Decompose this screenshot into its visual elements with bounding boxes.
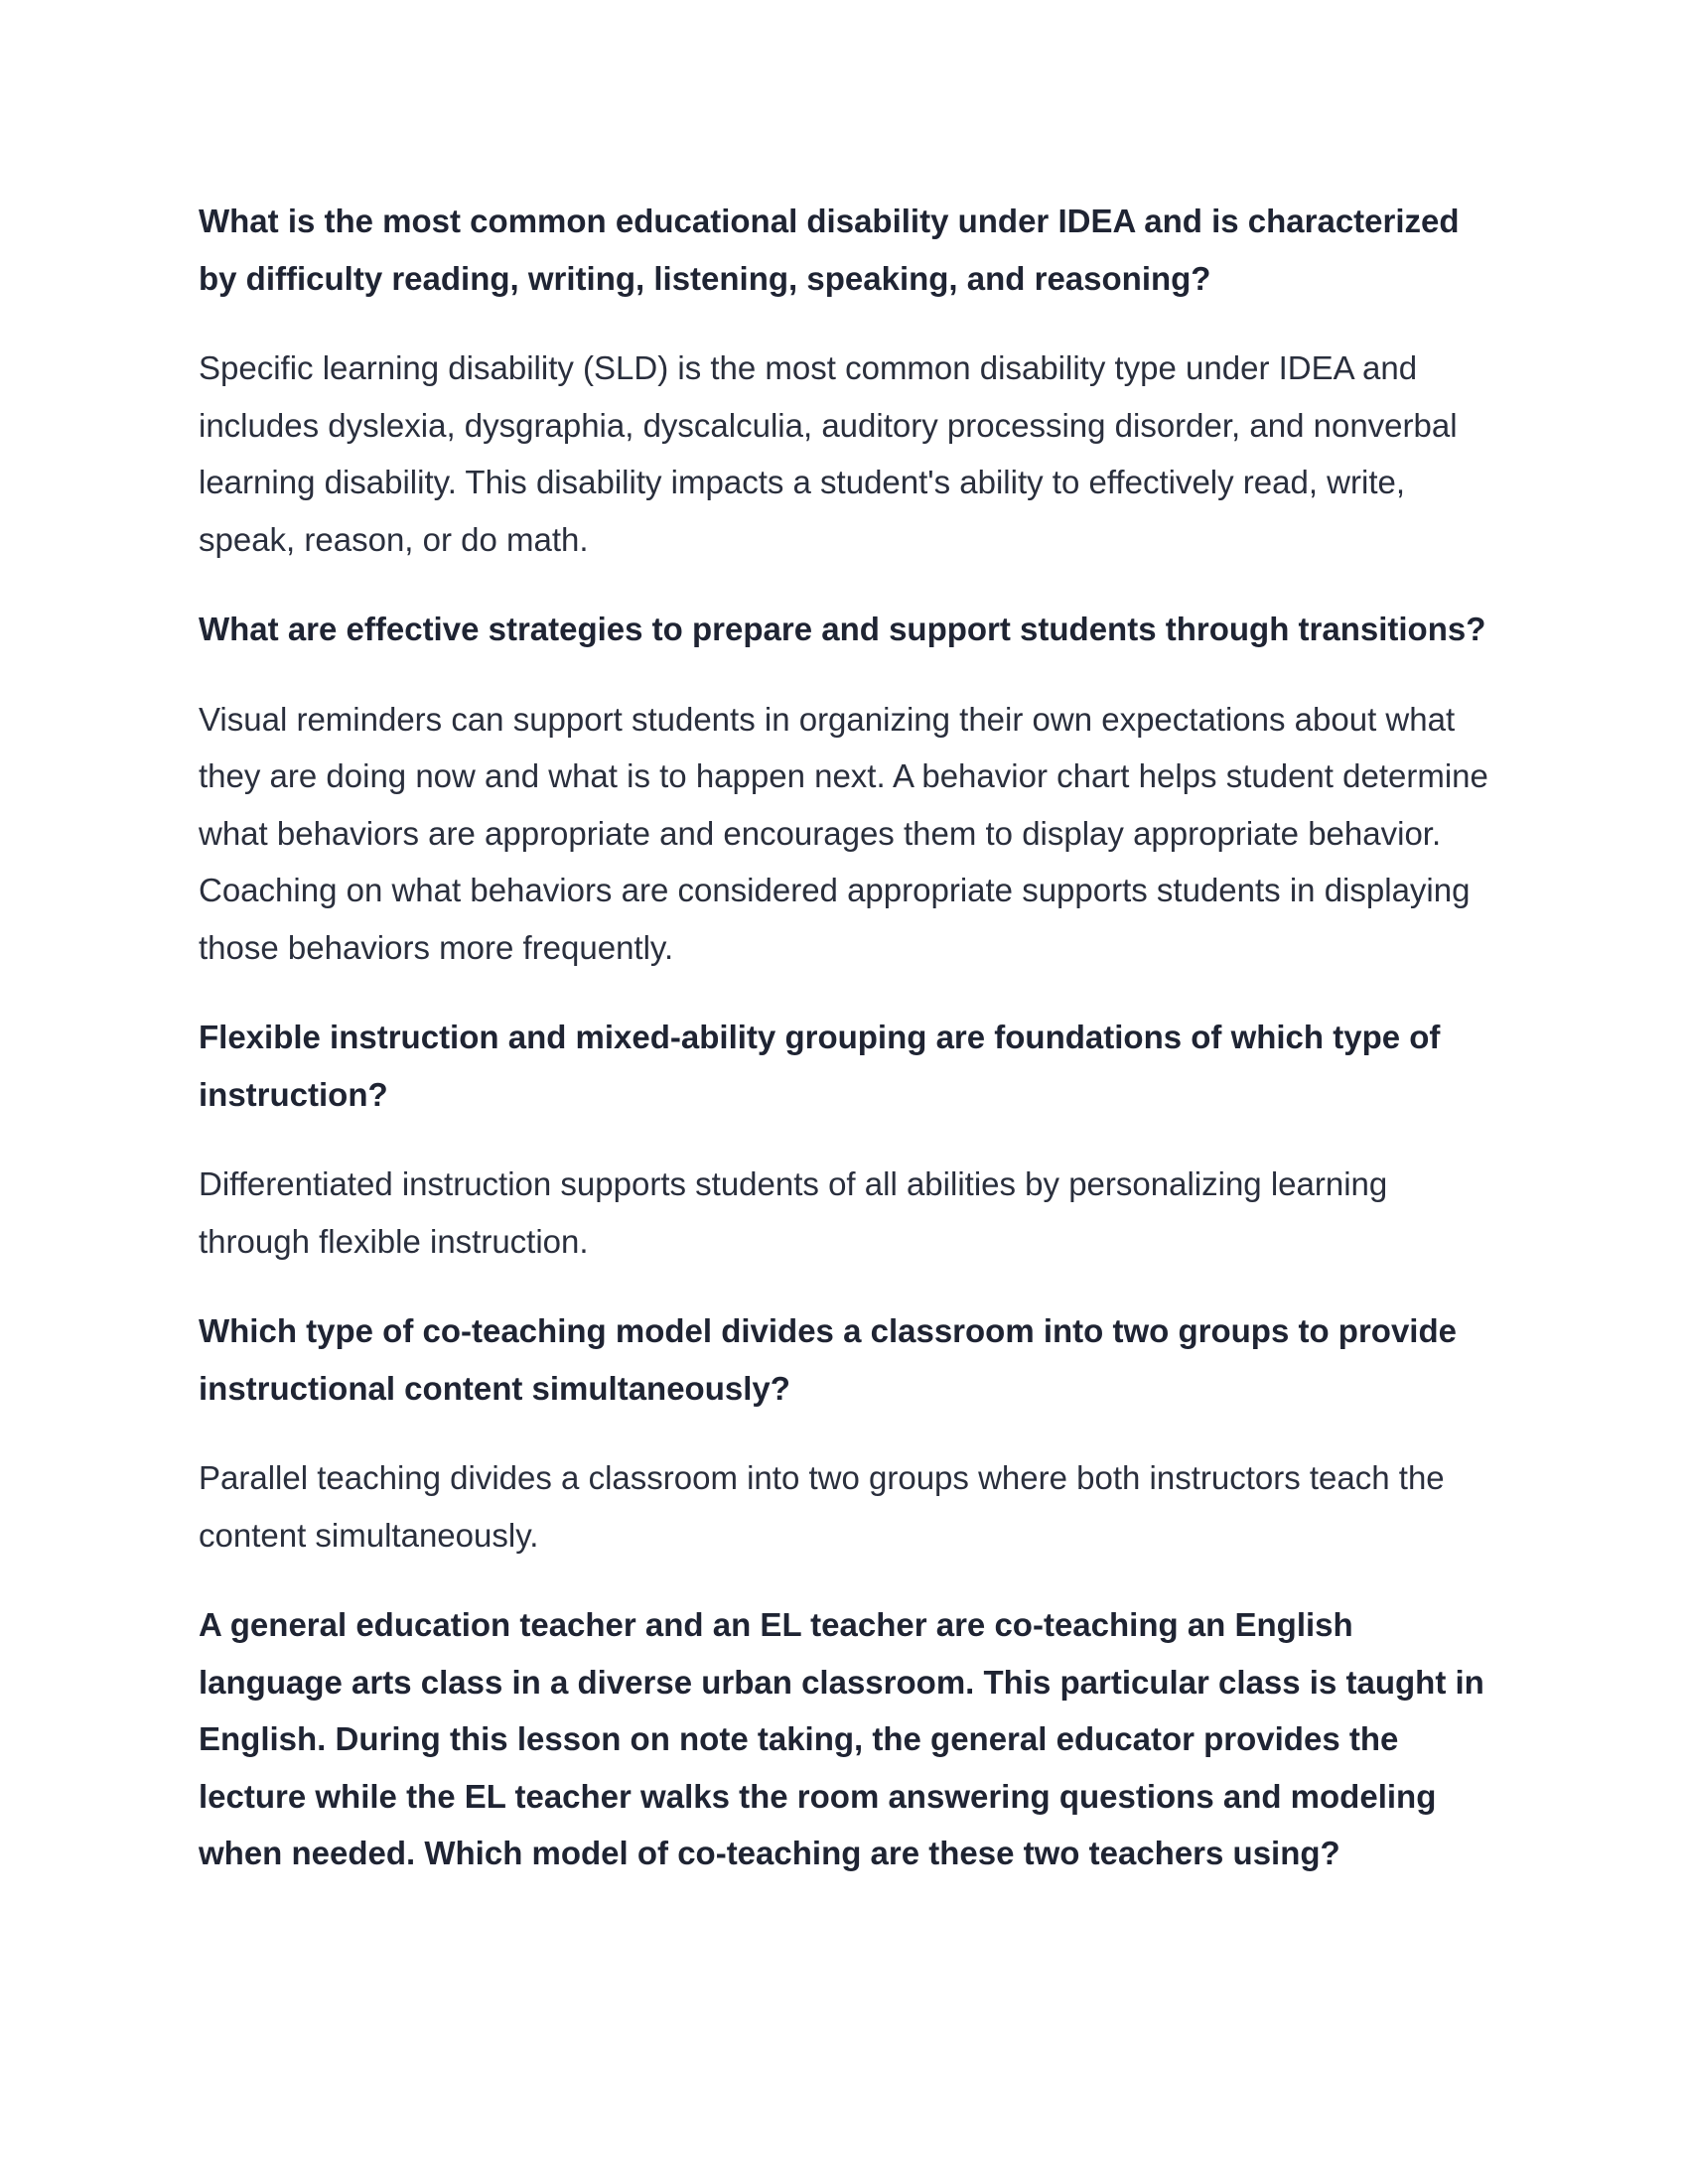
question-5: A general education teacher and an EL teacher are co-teaching an English language arts class in a diverse urban classroom. This particular class is taught in English. During this lesson on note taking, the general educator provides the lecture while the EL teacher walks the room answering questions and modeling when needed. Which model of co-teaching are these two teachers using? [199,1606,1484,1871]
question-4: Which type of co-teaching model divides a classroom into two groups to provide instructional content simultaneously? [199,1312,1457,1407]
answer-1: Specific learning disability (SLD) is the most common disability type under IDEA and includes dyslexia, dysgraphia, dyscalculia, auditory processing disorder, and nonverbal learning disability. This disability impacts a student's ability to effectively read, write, speak, reason, or do math. [199,349,1458,558]
document-page [199,193,1489,1915]
answer-2: Visual reminders can support students in organizing their own expectations about what they are doing now and what is to happen next. A behavior chart helps student determine what behaviors are appropriate and encourages them to display appropriate behavior. Coaching on what behaviors are considered appropriate supports students in displaying those behaviors more frequently. [199,700,1488,966]
answer-3: Differentiated instruction supports students of all abilities by personalizing learning through flexible instruction. [199,1165,1388,1260]
answer-4: Parallel teaching divides a classroom into two groups where both instructors teach the content simultaneously. [199,1459,1445,1554]
question-1: What is the most common educational disability under IDEA and is characterized by difficulty reading, writing, listening, speaking, and reasoning? [199,203,1460,297]
question-3: Flexible instruction and mixed-ability grouping are foundations of which type of instruction? [199,1019,1441,1113]
question-2: What are effective strategies to prepare and support students through transitions? [199,611,1486,647]
